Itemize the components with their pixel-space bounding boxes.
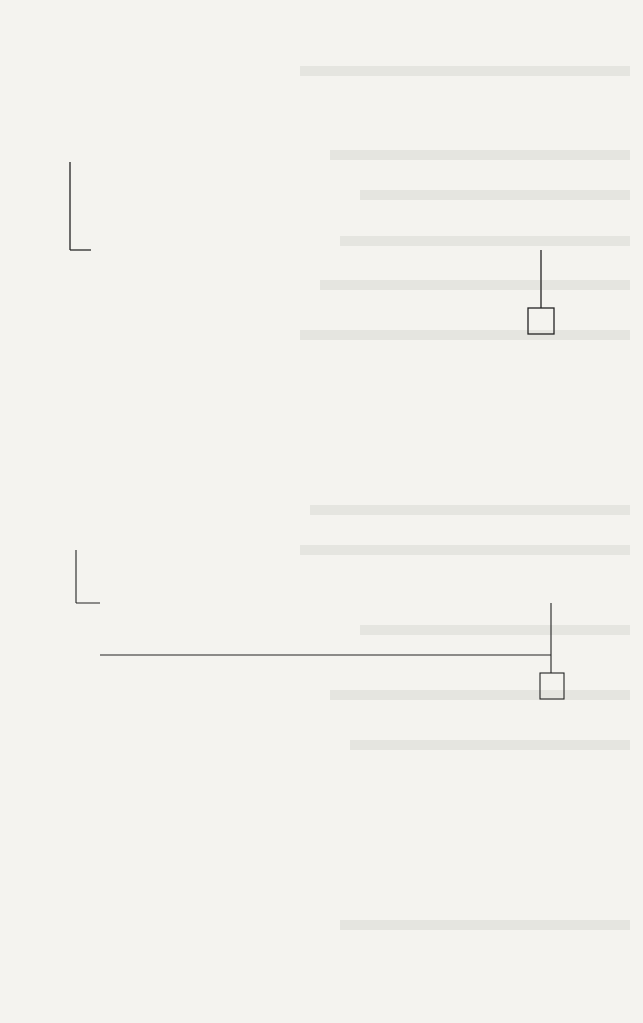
fig91-caption — [100, 722, 540, 738]
